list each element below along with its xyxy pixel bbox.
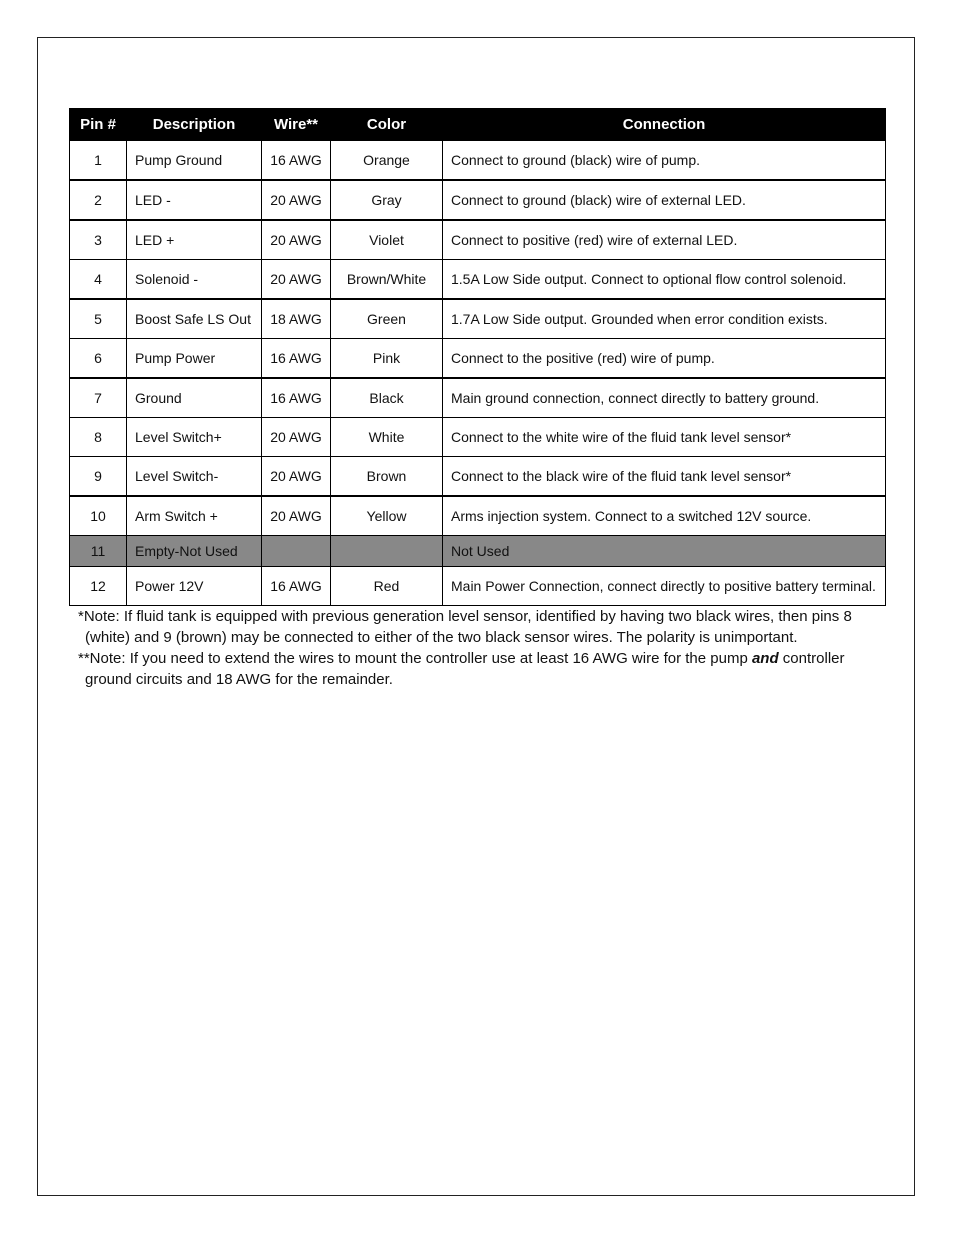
table-row xyxy=(70,378,886,418)
cell-color: Green xyxy=(331,299,443,339)
cell-wire: 20 AWG xyxy=(262,260,331,300)
cell-color: Gray xyxy=(331,180,443,220)
cell-wire: 20 AWG xyxy=(262,180,331,220)
cell-connection: 1.5A Low Side output. Connect to optional flow control solenoid. xyxy=(443,260,886,300)
table-row xyxy=(70,418,886,457)
header-description: Description xyxy=(127,109,262,141)
cell-pin: 9 xyxy=(70,457,127,497)
cell-wire xyxy=(262,536,331,567)
cell-color: Red xyxy=(331,567,443,606)
cell-connection: Main Power Connection, connect directly to positive battery terminal. xyxy=(443,567,886,606)
header-color: Color xyxy=(331,109,443,141)
cell-color: Orange xyxy=(331,141,443,181)
cell-description: Arm Switch + xyxy=(127,496,262,536)
cell-pin: 6 xyxy=(70,339,127,379)
note-wire-gauge-text-1: **Note: If you need to extend the wires to mount the controller use at least 16 AWG wire for the pump xyxy=(78,650,752,667)
header-connection: Connection xyxy=(443,109,886,141)
table-row xyxy=(70,299,886,339)
cell-description: Pump Ground xyxy=(127,141,262,181)
cell-connection: Connect to positive (red) wire of external LED. xyxy=(443,220,886,260)
table-header-row xyxy=(70,109,886,141)
cell-pin: 7 xyxy=(70,378,127,418)
note-wire-gauge xyxy=(78,648,878,690)
cell-color: Brown xyxy=(331,457,443,497)
cell-description: Solenoid - xyxy=(127,260,262,300)
table-row xyxy=(70,260,886,300)
cell-pin: 4 xyxy=(70,260,127,300)
cell-pin: 2 xyxy=(70,180,127,220)
table-row xyxy=(70,220,886,260)
cell-description: Level Switch- xyxy=(127,457,262,497)
note-level-sensor: *Note: If fluid tank is equipped with previous generation level sensor, identified by having two black wires, then pins 8 (white) and 9 (brown) may be connected to either of the two black sensor wires. The polarity is unimportant. xyxy=(78,608,852,646)
cell-connection: Connect to the black wire of the fluid tank level sensor* xyxy=(443,457,886,497)
cell-connection: 1.7A Low Side output. Grounded when error condition exists. xyxy=(443,299,886,339)
table-row xyxy=(70,339,886,379)
cell-color xyxy=(331,536,443,567)
cell-description: Pump Power xyxy=(127,339,262,379)
cell-wire: 20 AWG xyxy=(262,418,331,457)
cell-pin: 8 xyxy=(70,418,127,457)
cell-connection: Main ground connection, connect directly to battery ground. xyxy=(443,378,886,418)
cell-color: Black xyxy=(331,378,443,418)
cell-wire: 16 AWG xyxy=(262,141,331,181)
cell-pin: 3 xyxy=(70,220,127,260)
cell-connection: Connect to the positive (red) wire of pump. xyxy=(443,339,886,379)
table-row xyxy=(70,496,886,536)
cell-color: Brown/White xyxy=(331,260,443,300)
table-row-unused xyxy=(70,536,886,567)
table-row xyxy=(70,180,886,220)
header-wire: Wire** xyxy=(262,109,331,141)
table-row xyxy=(70,567,886,606)
cell-wire: 16 AWG xyxy=(262,378,331,418)
cell-connection: Connect to ground (black) wire of pump. xyxy=(443,141,886,181)
cell-description: Empty-Not Used xyxy=(127,536,262,567)
footnotes xyxy=(78,606,878,690)
cell-pin: 11 xyxy=(70,536,127,567)
cell-color: Violet xyxy=(331,220,443,260)
cell-description: Boost Safe LS Out xyxy=(127,299,262,339)
cell-connection: Connect to the white wire of the fluid tank level sensor* xyxy=(443,418,886,457)
cell-description: Ground xyxy=(127,378,262,418)
cell-pin: 10 xyxy=(70,496,127,536)
cell-wire: 18 AWG xyxy=(262,299,331,339)
cell-wire: 20 AWG xyxy=(262,457,331,497)
cell-connection: Not Used xyxy=(443,536,886,567)
cell-description: Power 12V xyxy=(127,567,262,606)
cell-color: Pink xyxy=(331,339,443,379)
note-wire-gauge-emphasis: and xyxy=(751,650,779,667)
cell-color: White xyxy=(331,418,443,457)
table-row xyxy=(70,141,886,181)
cell-connection: Arms injection system. Connect to a switched 12V source. xyxy=(443,496,886,536)
cell-connection: Connect to ground (black) wire of external LED. xyxy=(443,180,886,220)
cell-pin: 12 xyxy=(70,567,127,606)
pinout-table xyxy=(69,108,886,606)
cell-description: Level Switch+ xyxy=(127,418,262,457)
cell-description: LED - xyxy=(127,180,262,220)
cell-wire: 20 AWG xyxy=(262,220,331,260)
cell-wire: 16 AWG xyxy=(262,339,331,379)
header-pin: Pin # xyxy=(70,109,127,141)
cell-description: LED + xyxy=(127,220,262,260)
cell-wire: 16 AWG xyxy=(262,567,331,606)
cell-color: Yellow xyxy=(331,496,443,536)
cell-pin: 5 xyxy=(70,299,127,339)
table-row xyxy=(70,457,886,497)
note-wire-gauge-text-2: controller ground circuits and 18 AWG for the remainder. xyxy=(85,650,845,688)
cell-wire: 20 AWG xyxy=(262,496,331,536)
cell-pin: 1 xyxy=(70,141,127,181)
